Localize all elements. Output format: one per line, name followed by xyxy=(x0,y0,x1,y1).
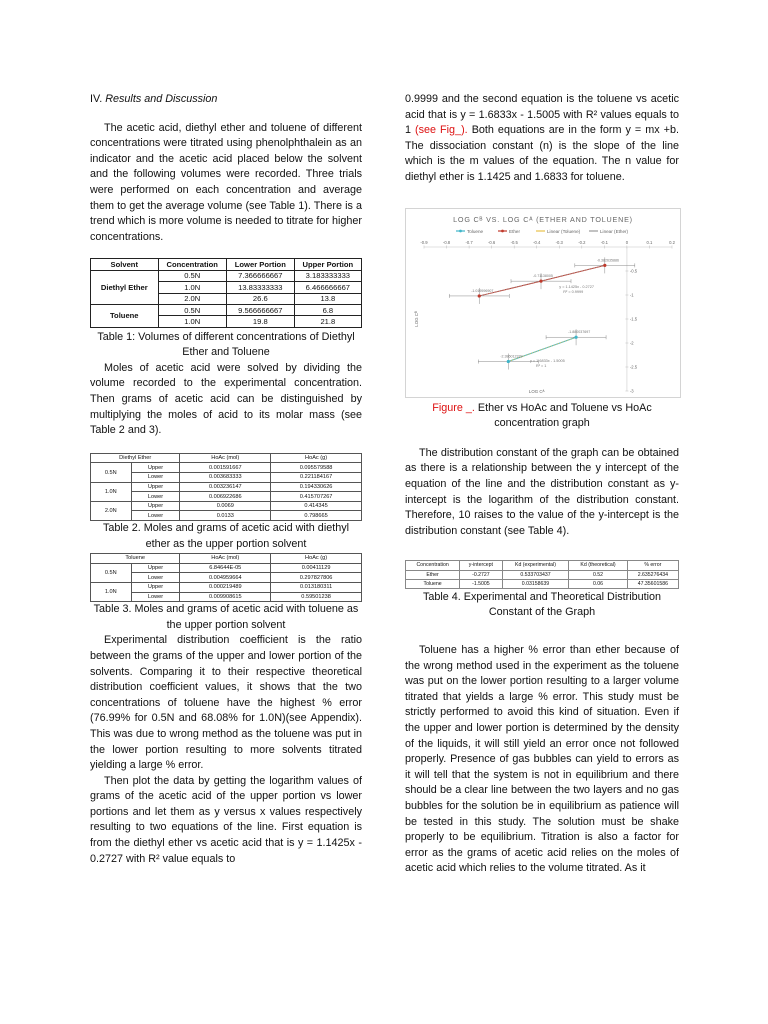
table-row xyxy=(91,501,362,511)
y-tick-label: -1 xyxy=(629,292,634,298)
table1-header-row xyxy=(91,259,362,270)
legend-label: Toluene xyxy=(467,228,484,234)
y-tick-label: -0.5 xyxy=(629,268,638,274)
table-cell: 0.03158639 xyxy=(502,579,569,588)
table-cell: 0.000219489 xyxy=(180,582,271,592)
left-column xyxy=(90,92,362,867)
section-number: IV. xyxy=(90,93,103,105)
table-cell: 2.0N xyxy=(158,293,226,304)
paragraph-plot: Then plot the data by getting the logarithm values of grams of the acetic acid of the upper portion vs lower portions and let them as y versus x values respectively resulting to two equations of the line. First equation is from the diethyl ether vs acetic acid that is y = 1.1425x - 0.2727 with R² value equals to xyxy=(90,774,362,865)
legend-marker xyxy=(501,229,504,232)
table-row xyxy=(91,473,362,483)
x-tick-label: -0.6 xyxy=(488,239,496,245)
table-cell: Lower xyxy=(131,473,180,483)
data-label: -1.019596907 xyxy=(471,288,494,293)
table-distribution-constant xyxy=(405,560,679,589)
table1-solvent-cell: Toluene xyxy=(91,304,159,327)
equations-text-b: Both equations are in the form y = mx +b. The dissociation constant (n) is the slope of the line which is the m values of the equation. The n value for diethyl ether is 1.1425 and 1.6833 for toluene. xyxy=(405,124,679,183)
x-tick-label: -0.3 xyxy=(555,239,563,245)
data-point xyxy=(603,263,606,266)
table-cell: 9.566666667 xyxy=(226,304,294,315)
table-cell: 0.59501238 xyxy=(271,592,362,602)
x-tick-label: -0.9 xyxy=(420,239,428,245)
table-ether-moles xyxy=(90,453,362,521)
table-cell: Lower xyxy=(131,573,180,583)
paragraph-intro: The acetic acid, diethyl ether and toluene of different concentrations were titrated using phenolphthalein as an indicator and the acetic acid placed below the solvent and the following volumes were recorded. Three trials were performed on each concentration and average them to get the average volume (see Table 1). There is a trend which is more volume is needed to titrate for higher concentrations. xyxy=(90,121,362,243)
y-tick-label: -3 xyxy=(629,388,634,394)
table-concentration-cell: 1.0N xyxy=(91,582,132,601)
y-axis-label: LOG Cᴮ xyxy=(414,310,419,327)
table-header-cell: HoAc (mol) xyxy=(180,554,271,564)
table-cell: 13.8 xyxy=(294,293,361,304)
table2-caption: Table 2. Moles and grams of acetic acid with diethyl ether as the upper portion solvent xyxy=(102,522,350,550)
figure-caption-text: Ether vs HoAc and Toluene vs HoAc concentration graph xyxy=(477,401,652,430)
right-column xyxy=(405,92,679,877)
table-header-cell: % error xyxy=(627,561,678,570)
legend-label: Ether xyxy=(509,228,520,234)
x-tick-label: 0.1 xyxy=(646,239,653,245)
paragraph-moles: Moles of acetic acid were solved by dividing the volume recorded to the experimental concentration. Then grams of acetic acid can be distinguished by multiplying the moles of acid to its molar mass (see Table 2 and 3). xyxy=(90,361,362,437)
figure-label: Figure _. xyxy=(432,401,475,414)
table-header-cell: y-intercept xyxy=(460,561,502,570)
table-cell: Upper xyxy=(131,463,180,473)
table-header-cell: HoAc (g) xyxy=(271,453,362,463)
table-cell: 0.009908615 xyxy=(180,592,271,602)
table-cell: 26.6 xyxy=(226,293,294,304)
table-cell: 0.5N xyxy=(158,270,226,281)
data-point xyxy=(539,279,542,282)
table-cell: 2.635276434 xyxy=(627,570,678,579)
table-cell: 0.004959664 xyxy=(180,573,271,583)
section-heading xyxy=(90,92,362,108)
chart-log-plot xyxy=(405,208,681,398)
table-row xyxy=(91,492,362,502)
table-header-cell: Concentration xyxy=(406,561,460,570)
legend-label: Linear (Ether) xyxy=(600,228,629,234)
table-row xyxy=(91,573,362,583)
data-label: -0.382635886 xyxy=(596,257,620,262)
table-title-row xyxy=(91,554,362,564)
table-row xyxy=(91,563,362,573)
table-cell: 13.83333333 xyxy=(226,282,294,293)
table-cell: Toluene xyxy=(406,579,460,588)
table-cell: 0.798665 xyxy=(271,511,362,521)
trend-r2: R² = 0.9999 xyxy=(563,289,584,294)
table-cell: 0.533703437 xyxy=(502,570,569,579)
table-concentration-cell: 0.5N xyxy=(91,563,132,582)
table-cell: 0.52 xyxy=(569,570,627,579)
table-row xyxy=(406,579,679,588)
table-row xyxy=(91,482,362,492)
figure-caption xyxy=(405,401,679,432)
legend-label: Linear (Toluene) xyxy=(547,228,581,234)
table-row xyxy=(91,592,362,602)
table-cell: 0.297827806 xyxy=(271,573,362,583)
table-cell: 21.8 xyxy=(294,316,361,327)
table-cell: Upper xyxy=(131,501,180,511)
data-label: -1.880037697 xyxy=(568,329,591,334)
x-tick-label: -0.7 xyxy=(465,239,473,245)
table-cell: 0.003683333 xyxy=(180,473,271,483)
table-cell: 0.415707267 xyxy=(271,492,362,502)
table-volumes xyxy=(90,258,362,327)
table3-caption: Table 3. Moles and grams of acetic acid with toluene as the upper portion solvent xyxy=(93,603,359,631)
paragraph-equations xyxy=(405,92,679,186)
table-cell: 0.013180311 xyxy=(271,582,362,592)
table-row xyxy=(91,582,362,592)
table-cell: 0.5N xyxy=(158,304,226,315)
y-tick-label: -1.5 xyxy=(629,316,638,322)
paragraph-distribution-constant: The distribution constant of the graph can be obtained as there is a relationship between the y intercept of the equation of the line and the distribution constant as y-intercept is the logarithm of the distribution constant. Therefore, 10 raises to the value of the y-intercept is the distribution constant (see Table 4). xyxy=(405,446,679,537)
table-row xyxy=(91,270,362,281)
table-row xyxy=(406,570,679,579)
table-cell: 19.8 xyxy=(226,316,294,327)
equations-text-a: 0.9999 and the second equation is the toluene vs acetic acid that is y = 1.6833x - 1.5005 with R² values equals to 1 xyxy=(405,93,679,137)
paragraph-error-discussion: Toluene has a higher % error than ether because of the wrong method used in the experiment as the toluene was put on the lower portion resulting to a larger volume titrated that yields a large % error. This study must be strictly performed to avoid this kind of situation. Even if the upper and lower portion is determined by the density of the liquids, it will still yield an error once not followed properly. Presence of gas bubbles can yield to errors as it will tell that the system is not in equilibrium and there should be a clear line between the two layers and no gas bubbles for the solution be in equilibrium as patience will be tested in this study. The solution must be shake properly to be equilibrium. Titration is also a factor for error as the grams of acetic acid relies on the moles of acetic acid which relies to the volume titrated. As it xyxy=(405,644,679,875)
table-cell: Lower xyxy=(131,492,180,502)
table-title-row xyxy=(91,453,362,463)
x-tick-label: -0.1 xyxy=(600,239,608,245)
trend-equation: y = 1.6833x - 1.5005 xyxy=(529,358,565,363)
x-tick-label: -0.4 xyxy=(533,239,541,245)
table-cell: 0.003236147 xyxy=(180,482,271,492)
table-cell: 0.194330626 xyxy=(271,482,362,492)
table-cell: 0.06 xyxy=(569,579,627,588)
table-cell: 0.095579588 xyxy=(271,463,362,473)
table-row xyxy=(91,463,362,473)
figure-reference: (see Fig_). xyxy=(415,124,468,137)
legend-marker xyxy=(459,229,462,232)
table1-solvent-cell: Diethyl Ether xyxy=(91,270,159,304)
data-point xyxy=(574,335,577,338)
x-tick-label: 0.2 xyxy=(669,239,675,245)
data-label: -0.71138005 xyxy=(533,273,553,278)
table-cell: 7.366666667 xyxy=(226,270,294,281)
table-concentration-cell: 0.5N xyxy=(91,463,132,482)
table1-header-cell: Lower Portion xyxy=(226,259,294,270)
table-row xyxy=(91,304,362,315)
table1-header-cell: Concentration xyxy=(158,259,226,270)
table1-header-cell: Upper Portion xyxy=(294,259,361,270)
table1-header-cell: Solvent xyxy=(91,259,159,270)
table4-header-row xyxy=(406,561,679,570)
table-cell: 1.0N xyxy=(158,282,226,293)
table-header-cell: HoAc (g) xyxy=(271,554,362,564)
table-cell: Upper xyxy=(131,582,180,592)
paragraph-distribution-coefficient: Experimental distribution coefficient is the ratio between the grams of the upper and lower portion of the solvents. Comparing it to their respective theoretical distribution coefficient values, it shows that the two concentrations of toluene have the highest % error (76.99% for 0.5N and 68.08% for 1.0N)(see Appendix). This was due to wrong method as the toluene was put in the lower portion resulting to more solvents titrated yielding a large % error. xyxy=(90,634,362,772)
y-tick-label: -2.5 xyxy=(629,364,638,370)
table-cell: -0.2727 xyxy=(460,570,502,579)
table-header-cell: Kd (experimental) xyxy=(502,561,569,570)
table-cell: 6.84644E-05 xyxy=(180,563,271,573)
table-cell: Upper xyxy=(131,563,180,573)
table-concentration-cell: 2.0N xyxy=(91,501,132,520)
data-label: -2.386012329 xyxy=(500,354,523,359)
table-cell: Lower xyxy=(131,592,180,602)
table-cell: 0.0133 xyxy=(180,511,271,521)
table-cell: 6.466666667 xyxy=(294,282,361,293)
table-header-cell: Kd (theoretical) xyxy=(569,561,627,570)
table-row xyxy=(91,511,362,521)
table-cell: 0.006922686 xyxy=(180,492,271,502)
table-cell: 47.35601586 xyxy=(627,579,678,588)
chart-svg xyxy=(406,209,680,397)
trend-r2: R² = 1 xyxy=(535,363,547,368)
table-title-cell: Diethyl Ether xyxy=(91,453,180,463)
x-tick-label: 0 xyxy=(625,239,629,245)
table-cell: Lower xyxy=(131,511,180,521)
table-concentration-cell: 1.0N xyxy=(91,482,132,501)
data-point xyxy=(478,294,481,297)
y-tick-label: -2 xyxy=(629,340,634,346)
table-cell: 0.414345 xyxy=(271,501,362,511)
chart-title: LOG Cᴮ VS. LOG Cᴬ (ETHER AND TOLUENE) xyxy=(453,214,633,224)
x-tick-label: -0.5 xyxy=(510,239,518,245)
table-cell: 0.0069 xyxy=(180,501,271,511)
x-axis-label: LOG Cᴬ xyxy=(528,388,545,394)
table-toluene-moles xyxy=(90,553,362,602)
table-cell: Upper xyxy=(131,482,180,492)
table1-caption: Table 1: Volumes of different concentrations of Diethyl Ether and Toluene xyxy=(97,330,355,359)
table-cell: 0.001591667 xyxy=(180,463,271,473)
table-cell: 6.8 xyxy=(294,304,361,315)
table4-caption: Table 4. Experimental and Theoretical Distribution Constant of the Graph xyxy=(422,590,662,619)
x-tick-label: -0.8 xyxy=(442,239,451,245)
table-title-cell: Toluene xyxy=(91,554,180,564)
table-cell: Ether xyxy=(406,570,460,579)
table-cell: 0.221184167 xyxy=(271,473,362,483)
table-cell: -1.5005 xyxy=(460,579,502,588)
table-header-cell: HoAc (mol) xyxy=(180,453,271,463)
data-point xyxy=(507,359,510,362)
trend-equation: y = 1.1425x - 0.2727 xyxy=(559,284,595,289)
x-tick-label: -0.2 xyxy=(578,239,586,245)
table-cell: 0.00411129 xyxy=(271,563,362,573)
section-title: Results and Discussion xyxy=(105,93,218,105)
table-cell: 1.0N xyxy=(158,316,226,327)
table-cell: 3.183333333 xyxy=(294,270,361,281)
